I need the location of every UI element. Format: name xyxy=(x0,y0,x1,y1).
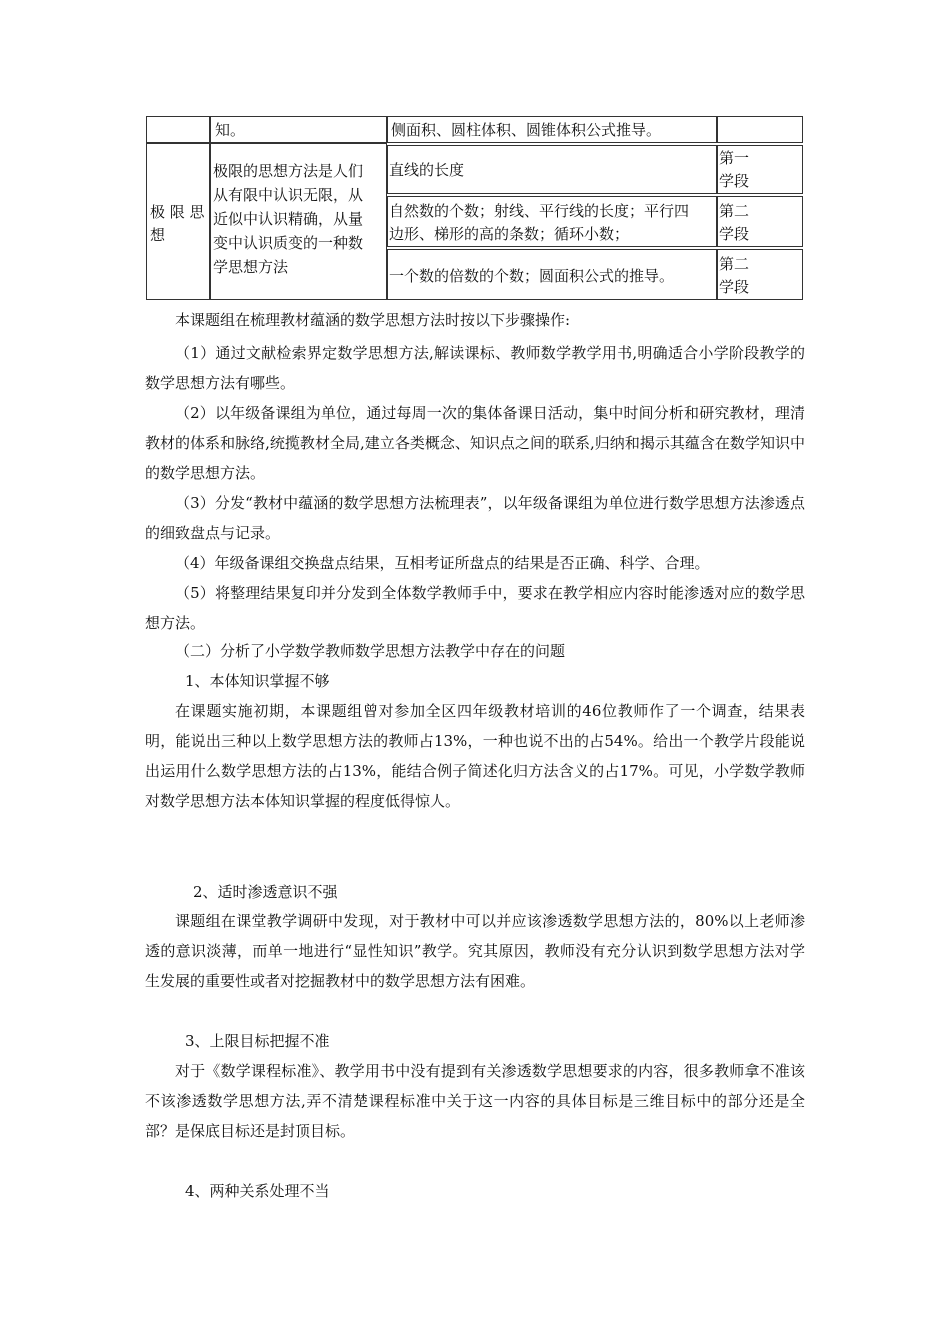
category-cell xyxy=(146,143,210,300)
sub2-body: 课题组在课堂教学调研中发现，对于教材中可以并应该渗透数学思想方法的，80%以上老师渗透的意识淡薄，而单一地进行“显性知识”教学。究其原因，教师没有充分认识到数学思想方法对学生发展的重要性或者对挖掘教材中的数学思想方法有困难。 xyxy=(145,912,805,990)
step-4: （4）年级备课组交换盘点结果，互相考证所盘点的结果是否正确、科学、合理。 xyxy=(175,554,710,572)
step-3: （3）分发“教材中蕴涵的数学思想方法梳理表”，以年级备课组为单位进行数学思想方法渗透点的细致盘点与记录。 xyxy=(145,494,805,542)
content-2-line-2: 边形、梯形的高的条数；循环小数； xyxy=(389,225,630,243)
stage-1-line-1: 第一 xyxy=(719,149,750,167)
definition-line-1: 极限的思想方法是人们 xyxy=(213,162,364,180)
sub1-title: 1、本体知识掌握不够 xyxy=(185,672,330,690)
step-5: （5）将整理结果复印并分发到全体数学教师手中，要求在教学相应内容时能渗透对应的数学思想方法。 xyxy=(145,584,805,632)
r0-col2-text: 知。 xyxy=(215,121,246,139)
sub3-title: 3、上限目标把握不准 xyxy=(185,1032,330,1050)
content-cell-2 xyxy=(387,196,717,247)
sub4-title: 4、两种关系处理不当 xyxy=(185,1182,330,1200)
stage-cell-2 xyxy=(717,196,803,247)
stage-cell-3 xyxy=(717,249,803,300)
content-cell-3 xyxy=(387,249,717,300)
stage-2-line-1: 第二 xyxy=(719,202,750,220)
stage-1-line-2: 学段 xyxy=(719,172,750,190)
stage-cell-1 xyxy=(717,145,803,194)
category-line-2: 想 xyxy=(150,226,166,244)
sub2-title: 2、适时渗透意识不强 xyxy=(193,883,338,901)
table-cell-r0c4 xyxy=(717,116,803,143)
definition-cell xyxy=(210,143,387,300)
stage-3-line-1: 第二 xyxy=(719,255,750,273)
definition-line-4: 变中认识质变的一种数 xyxy=(213,234,364,252)
content-1-line-1: 直线的长度 xyxy=(389,161,465,179)
intro-paragraph: 本课题组在梳理教材蕴涵的数学思想方法时按以下步骤操作: xyxy=(175,311,571,329)
definition-line-3: 近似中认识精确，从量 xyxy=(213,210,364,228)
r0-col3-text: 侧面积、圆柱体积、圆锥体积公式推导。 xyxy=(391,121,662,139)
table-cell-r0c3 xyxy=(387,116,717,143)
table-cell-r0c2 xyxy=(210,116,387,143)
sub1-body: 在课题实施初期，本课题组曾对参加全区四年级教材培训的46位教师作了一个调查，结果表明，能说出三种以上数学思想方法的教师占13%，一种也说不出的占54%。给出一个教学片段能说出运用什么数学思想方法的占13%，能结合例子简述化归方法含义的占17%。可见，小学数学教师对数学思想方法本体知识掌握的程度低得惊人。 xyxy=(145,702,805,810)
stage-2-line-2: 学段 xyxy=(719,225,750,243)
category-line-1: 极 限 思 xyxy=(150,203,205,221)
step-1: （1）通过文献检索界定数学思想方法,解读课标、教师数学教学用书,明确适合小学阶段教学的数学思想方法有哪些。 xyxy=(145,344,805,392)
stage-3-line-2: 学段 xyxy=(719,278,750,296)
definition-line-5: 学思想方法 xyxy=(213,258,289,276)
definition-line-2: 从有限中认识无限，从 xyxy=(213,186,364,204)
section-heading-2: （二）分析了小学数学教师数学思想方法教学中存在的问题 xyxy=(175,642,566,660)
content-3-line-1: 一个数的倍数的个数；圆面积公式的推导。 xyxy=(389,267,675,285)
sub3-body: 对于《数学课程标准》、教学用书中没有提到有关渗透数学思想要求的内容，很多教师拿不准该不该渗透数学思想方法,弄不清楚课程标准中关于这一内容的具体目标是三维目标中的部分还是全部？是保底目标还是封顶目标。 xyxy=(145,1062,805,1140)
content-cell-1 xyxy=(387,145,717,194)
table-cell-r0c1 xyxy=(146,116,210,143)
step-2: （2）以年级备课组为单位，通过每周一次的集体备课日活动，集中时间分析和研究教材，理清教材的体系和脉络,统揽教材全局,建立各类概念、知识点之间的联系,归纳和揭示其蕴含在数学知识中的数学思想方法。 xyxy=(145,404,805,482)
content-2-line-1: 自然数的个数；射线、平行线的长度；平行四 xyxy=(389,202,690,220)
